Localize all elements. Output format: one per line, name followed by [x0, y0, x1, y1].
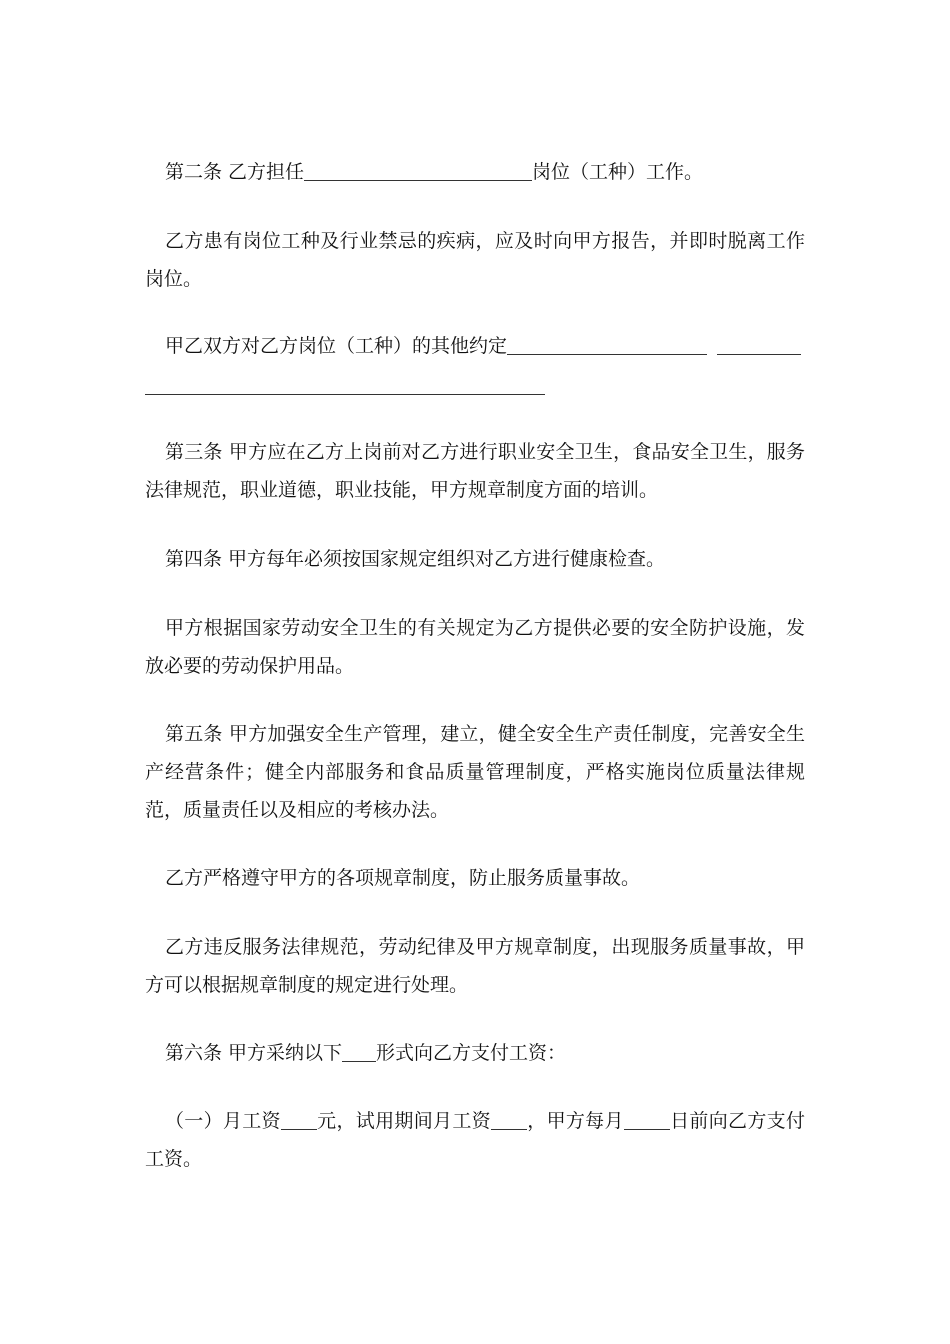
- item-1-part-2: 元，试用期间月工资: [316, 1110, 491, 1132]
- article-5-paragraph-2: 乙方严格遵守甲方的各项规章制度，防止服务质量事故。: [165, 867, 641, 889]
- article-6-prefix: 第六条 甲方采纳以下: [165, 1042, 343, 1064]
- article-6-suffix: 形式向乙方支付工资：: [376, 1042, 567, 1064]
- probation-wage-blank[interactable]: [491, 1107, 527, 1130]
- item-1-part-1: （一）月工资: [165, 1110, 281, 1132]
- monthly-wage-blank[interactable]: [281, 1107, 317, 1130]
- article-2-line: [145, 153, 805, 191]
- item-1-part-4: 日前向乙方支付工资。: [145, 1110, 805, 1170]
- article-5-paragraph-3: 乙方违反服务法律规范，劳动纪律及甲方规章制度，出现服务质量事故，甲方可以根据规章制度的规定进行处理。: [145, 936, 805, 996]
- item-1-part-3: ，甲方每月: [526, 1110, 624, 1132]
- article-2-paragraph-2: 乙方患有岗位工种及行业禁忌的疾病，应及时向甲方报告，并即时脱离工作岗位。: [145, 230, 805, 290]
- article-3: 第三条 甲方应在乙方上岗前对乙方进行职业安全卫生，食品安全卫生，服务法律规范，职业道德，职业技能，甲方规章制度方面的培训。: [145, 441, 805, 501]
- pay-day-blank[interactable]: [624, 1107, 670, 1130]
- article-4: 第四条 甲方每年必须按国家规定组织对乙方进行健康检查。: [165, 548, 666, 570]
- article-6-item-1: [145, 1102, 805, 1178]
- other-agreement-blank-3[interactable]: [145, 372, 545, 395]
- other-agreement-line-2: [145, 367, 805, 405]
- other-agreement-label: 甲乙双方对乙方岗位（工种）的其他约定: [165, 335, 508, 357]
- other-agreement-blank-2[interactable]: [717, 332, 801, 355]
- article-4-paragraph-2: 甲方根据国家劳动安全卫生的有关规定为乙方提供必要的安全防护设施，发放必要的劳动保护用品。: [145, 617, 805, 677]
- article-2-suffix: 岗位（工种）工作。: [532, 161, 704, 183]
- other-agreement-blank-1[interactable]: [507, 332, 707, 355]
- payment-form-blank[interactable]: [342, 1039, 376, 1062]
- job-position-blank[interactable]: [304, 158, 532, 181]
- article-5: 第五条 甲方加强安全生产管理，建立，健全安全生产责任制度，完善安全生产经营条件；健全内部服务和食品质量管理制度，严格实施岗位质量法律规范，质量责任以及相应的考核办法。: [145, 723, 805, 821]
- article-2-prefix: 第二条 乙方担任: [165, 161, 305, 183]
- article-6-line: [145, 1034, 805, 1072]
- article-2-paragraph-3: [145, 327, 805, 365]
